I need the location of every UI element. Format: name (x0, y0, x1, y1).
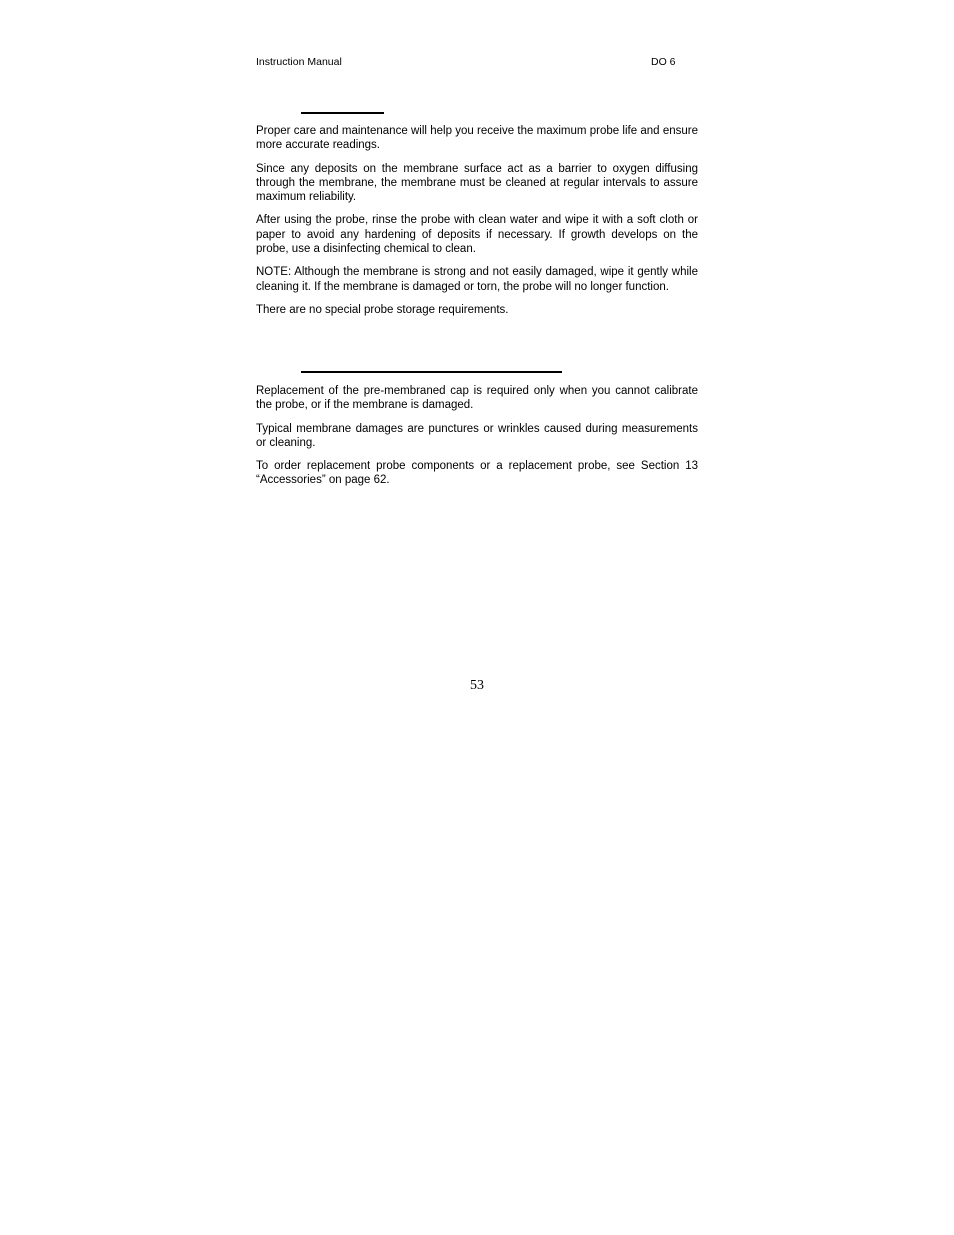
paragraph: There are no special probe storage requirements. (256, 303, 509, 316)
paragraph: Replacement of the pre-membraned cap is required only when you cannot calibrate the probe, or if the membrane is damaged. (256, 385, 698, 412)
note-paragraph: NOTE: Although the membrane is strong and not easily damaged, wipe it gently while cleaning it. If the membrane is damaged or torn, the probe will no longer function. (256, 266, 698, 293)
paragraph: Since any deposits on the membrane surface act as a barrier to oxygen diffusing through the membrane, the membrane must be cleaned at regular intervals to assure maximum reliability. (256, 162, 698, 204)
paragraph: Typical membrane damages are punctures or wrinkles caused during measurements or cleaning. (256, 422, 698, 449)
probe-care-section (256, 124, 698, 326)
paragraph: After using the probe, rinse the probe with clean water and wipe it with a soft cloth or paper to avoid any hardening of deposits if necessary. If growth develops on the probe, use a disinfecting chemical to clean. (256, 214, 698, 256)
running-header-title: Instruction Manual (256, 56, 342, 68)
cap-replacement-section (256, 384, 698, 497)
page-number: 53 (470, 678, 484, 693)
section-heading-underline (301, 371, 562, 373)
paragraph: Proper care and maintenance will help you receive the maximum probe life and ensure more accurate readings. (256, 125, 698, 152)
section-heading-underline (301, 112, 384, 114)
running-header-model: DO 6 (651, 56, 676, 68)
paragraph: To order replacement probe components or a replacement probe, see Section 13 “Accessories” on page 62. (256, 460, 698, 487)
